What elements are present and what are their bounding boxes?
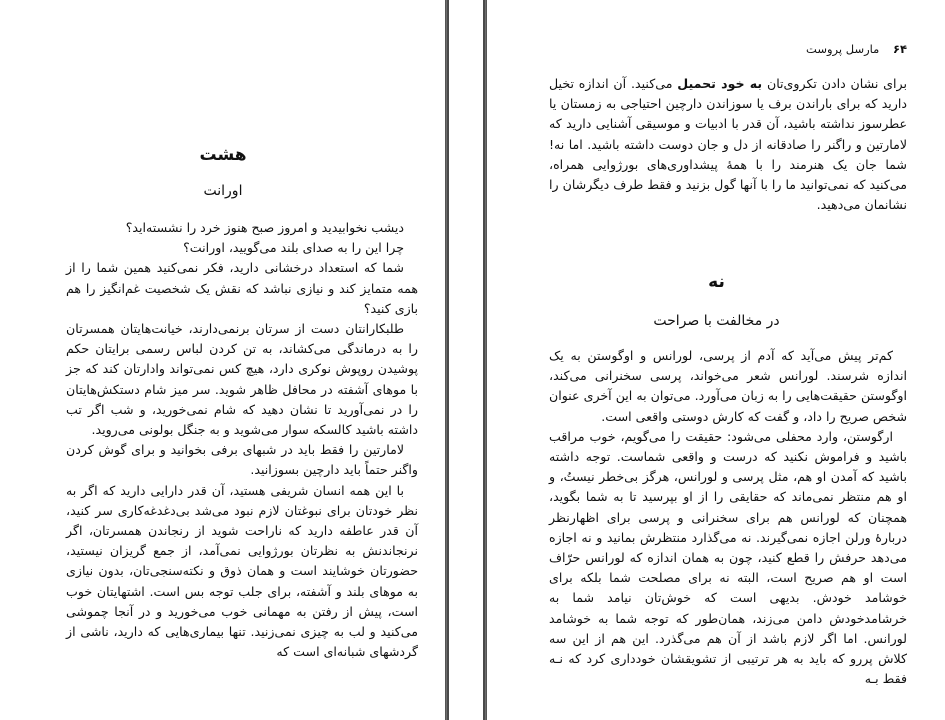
chapter-number-heading: نه <box>708 272 725 292</box>
right-page <box>486 0 945 720</box>
paragraph: لامارتین را فقط باید در شبهای برفی بخوانید و برای گوش کردن واگنر حتماً باید دارچین بسوزانید. <box>66 442 418 478</box>
running-header <box>806 42 907 56</box>
paragraph: دیشب نخوابیدید و امروز صبح هنوز خرد را نشسته‌اید؟ <box>125 220 404 235</box>
paragraph: برای نشان دادن تکروی‌تان به خود تحمیل می‌کنید. آن اندازه تخیل دارید که برای باراندن برف یا سوزاندن دارچین احتیاجی به زمستان یا عطرسوز نداشته باشید، آن قدر با ادبیات و موسیقی آشنایی دارید که لامارتین و راگنر را صادقانه از دل و جان دوست داشته باشید. اما نه! شما جان یک هنرمند را با همهٔ پیشداوری‌های بورژوایی همراه، می‌کنید که نمی‌توانید ما را با آنها گول بزنید و فقط طرف دیگرشان را نشانمان می‌دهید. <box>549 76 907 213</box>
gutter-edge-left <box>447 0 449 720</box>
paragraph: ارگوستن، وارد محفلی می‌شود: حقیقت را می‌گویم، خوب مراقب باشید و فراموش نکنید که درست و واقعی شماست. توجه داشته باشید که آمدن او هم، مثل پرسی و لورانس، هرگز بی‌خطر نیستُ، و او هم منتظر نمی‌ماند که حقایقی را از او بپرسید تا به شما بگوید، همچنان که لورانس هم برای سخنرانی و پرسی برای اظهارنظر دربارهٔ ورلن اجازه نمی‌گیرند. نه می‌گذارد منتظرش بمانید و نه اجازه می‌دهد حرفش را قطع کنید، چون به همان اندازه که لورانس حرّاف است او هم صریح است، البته نه برای مصلحت شما بلکه برای خوشامد خودش. بدیهی است که خوش‌تان نیامد شما به خرشامدخودش دامن می‌زند، همان‌طور که توجه شما به خوشامد لورانس. اما اگر لازم باشد از آن هم می‌گذرد. این هم از این سه کلاش پررو که باید به هر ترتیبی از تشویقشان خودداری کرد که نـه فقط بـه <box>549 428 907 687</box>
page-gutter <box>447 0 485 720</box>
right-body-text <box>549 346 907 689</box>
chapter-number-heading: هشت <box>199 145 247 165</box>
gutter-edge-right <box>483 0 485 720</box>
left-page <box>0 0 446 720</box>
paragraph: چرا این را به صدای بلند می‌گویید، اورانت؟ <box>183 240 404 256</box>
paragraph: طلبکارانتان دست از سرتان برنمی‌دارند، خیانت‌هایتان همسرتان را به درماندگی می‌کشاند، به تن کردن لباس رسمی برایتان حکم پوشیدن روپوش نوکری دارد، هیچ کس نمی‌تواند وادارتان کند که جز با موهای آشفته در محافل ظاهر شوید. سر میز شام دستکش‌هایتان را در نمی‌آورید تا نشان دهید که شام نمی‌خورید، و شب اگر تب داشته باشید کالسکه سوار می‌شوید و به جنگل بولونی می‌روید. <box>66 321 418 438</box>
chapter-title-heading: اورانت <box>203 183 243 199</box>
chapter-title-heading: در مخالفت با صراحت <box>653 313 780 329</box>
right-top-text <box>549 74 907 215</box>
left-body-text <box>66 218 418 662</box>
paragraph: با این همه انسان شریفی هستید، آن قدر دارایی دارید که اگر به نظر خودتان برای نبوغتان لازم نبود می‌شد بی‌دغدغه‌کاری سر کنید، آن قدر عاطفه دارید که ناراحت شوید از رنجاندن همسرتان، اگر نرنجاندنش به نظرتان بورژوایی نمی‌آمد، از جمع گریزان نیستید، حضورتان خوشایند است و همان ذوق و نکته‌سنجی‌تان، بدون نیازی به موهای بلند و آشفته، برای جلب توجه بس است. اشتهایتان خوب است، پیش از رفتن به مهمانی خوب می‌خورید و در آنجا چموشی می‌کنید و لب به چیزی نمی‌زنید. تنها بیماری‌هایی که دارید، ناشی از گردشهای شبانه‌ای است که <box>66 482 418 660</box>
header-title: مارسل پروست <box>806 42 880 56</box>
paragraph: کم‌تر پیش می‌آید که آدم از پرسی، لورانس و اوگوستن به یک اندازه شرسند. لورانس شعر می‌خواند، پرسی سخنرانی می‌کند، اوگوستن حقیقت‌هایی را به زبان می‌آورد. می‌توان به این آخری عنوان شخص صریح را داد، و گفت که کارش دوستی واقعی است. <box>549 348 907 424</box>
paragraph: شما که استعداد درخشانی دارید، فکر نمی‌کنید همین شما را از همه متمایز کند و نیازی نباشد که نقش یک شخصیت غم‌انگیز را هم بازی کنید؟ <box>66 260 418 316</box>
page-number: ۶۴ <box>892 42 907 56</box>
